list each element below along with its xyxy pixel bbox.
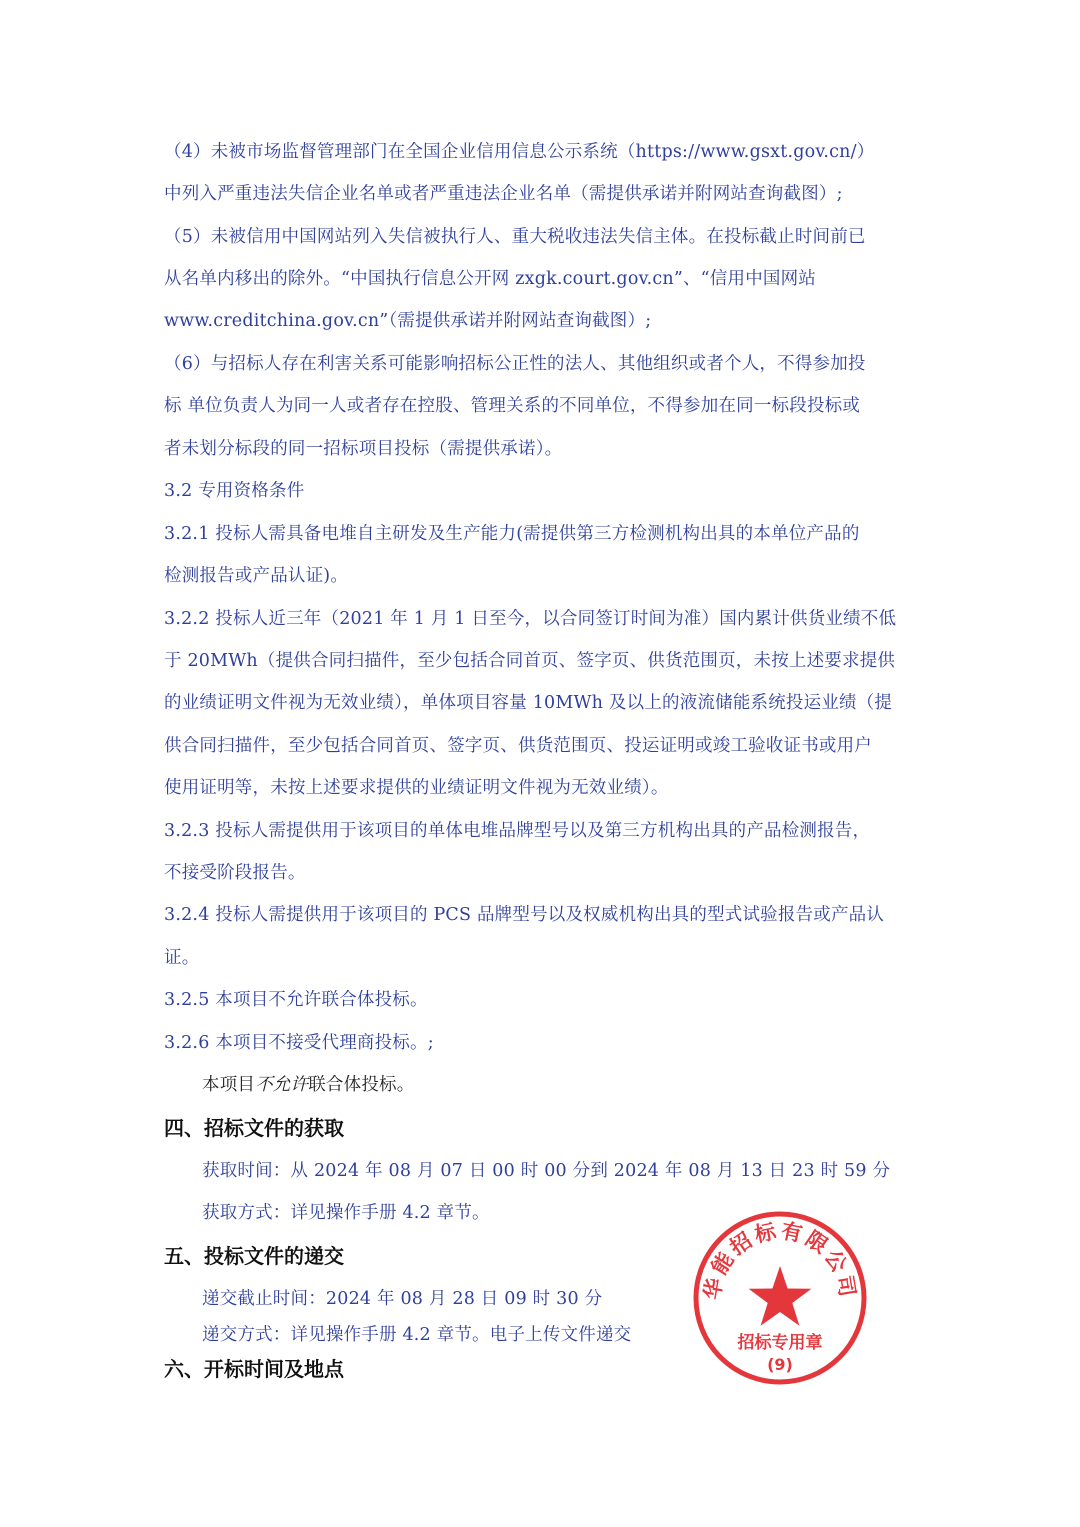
consortium-note-italic: 不允许 — [255, 1075, 309, 1095]
consortium-note — [202, 1073, 962, 1097]
subsection-title: 3.2 专用资格条件 — [164, 481, 305, 501]
submit-deadline: 递交截止时间：2024 年 08 月 28 日 09 时 30 分 — [202, 1289, 603, 1309]
text-line: 3.2.3 投标人需提供用于该项目的单体电堆品牌型号以及第三方机构出具的产品检测报告， — [164, 821, 871, 841]
text-line: 于 20MWh（提供合同扫描件，至少包括合同首页、签字页、供货范围页，未按上述要求提供 — [164, 651, 896, 671]
section4-heading: 四、招标文件的获取 — [164, 1116, 344, 1140]
text-line: （5）未被信用中国网站列入失信被执行人、重大税收违法失信主体。在投标截止时间前已 — [164, 227, 866, 247]
text-line: （6）与招标人存在利害关系可能影响招标公正性的法人、其他组织或者个人，不得参加投 — [164, 354, 866, 374]
text-line: 证。 — [164, 948, 200, 968]
text-line: 者未划分标段的同一招标项目投标（需提供承诺）。 — [164, 439, 563, 459]
text-line: 检测报告或产品认证)。 — [164, 566, 349, 586]
text-line: 不接受阶段报告。 — [164, 863, 306, 883]
obtain-time: 获取时间：从 2024 年 08 月 07 日 00 时 00 分到 2024 年 08 月 13 日 23 时 59 分 — [202, 1161, 891, 1181]
section6-heading: 六、开标时间及地点 — [164, 1357, 344, 1381]
obtain-method: 获取方式：详见操作手册 4.2 章节。 — [202, 1203, 490, 1223]
seal-ring-text: 华能招标有限公司 — [700, 1218, 860, 1302]
company-seal-stamp — [690, 1208, 870, 1388]
text-line: 使用证明等，未按上述要求提供的业绩证明文件视为无效业绩）。 — [164, 778, 669, 798]
text-line: 标 单位负责人为同一人或者存在控股、管理关系的不同单位，不得参加在同一标段投标或 — [164, 396, 861, 416]
text-line: 3.2.2 投标人近三年（2021 年 1 月 1 日至今，以合同签订时间为准）国内累计供货业绩不低 — [164, 609, 897, 629]
consortium-note-prefix: 本项目 — [202, 1075, 256, 1095]
text-line: 中列入严重违法失信企业名单或者严重违法企业名单（需提供承诺并附网站查询截图）; — [164, 184, 843, 204]
text-line: 的业绩证明文件视为无效业绩），单体项目容量 10MWh 及以上的液流储能系统投运业绩（提 — [164, 693, 893, 713]
consortium-note-suffix: 联合体投标。 — [308, 1075, 415, 1095]
seal-number-text: (9) — [767, 1355, 793, 1374]
star-icon — [749, 1266, 812, 1326]
section5-heading: 五、投标文件的递交 — [164, 1244, 344, 1268]
text-line: 3.2.5 本项目不允许联合体投标。 — [164, 990, 428, 1010]
text-line: 从名单内移出的除外。“中国执行信息公开网 zxgk.court.gov.cn”、“信用中国网站 — [164, 269, 817, 289]
submit-method: 递交方式：详见操作手册 4.2 章节。电子上传文件递交 — [202, 1325, 632, 1345]
text-line: 3.2.1 投标人需具备电堆自主研发及生产能力(需提供第三方检测机构出具的本单位产品的 — [164, 524, 860, 544]
text-line: 3.2.4 投标人需提供用于该项目的 PCS 品牌型号以及权威机构出具的型式试验报告或产品认 — [164, 905, 885, 925]
seal-center-text: 招标专用章 — [737, 1333, 823, 1353]
text-line: www.creditchina.gov.cn”（需提供承诺并附网站查询截图）; — [164, 311, 652, 331]
text-line: （4）未被市场监督管理部门在全国企业信用信息公示系统（https://www.gsxt.gov.cn/） — [164, 142, 875, 162]
text-line: 3.2.6 本项目不接受代理商投标。; — [164, 1033, 434, 1053]
text-line: 供合同扫描件，至少包括合同首页、签字页、供货范围页、投运证明或竣工验收证书或用户 — [164, 736, 872, 756]
